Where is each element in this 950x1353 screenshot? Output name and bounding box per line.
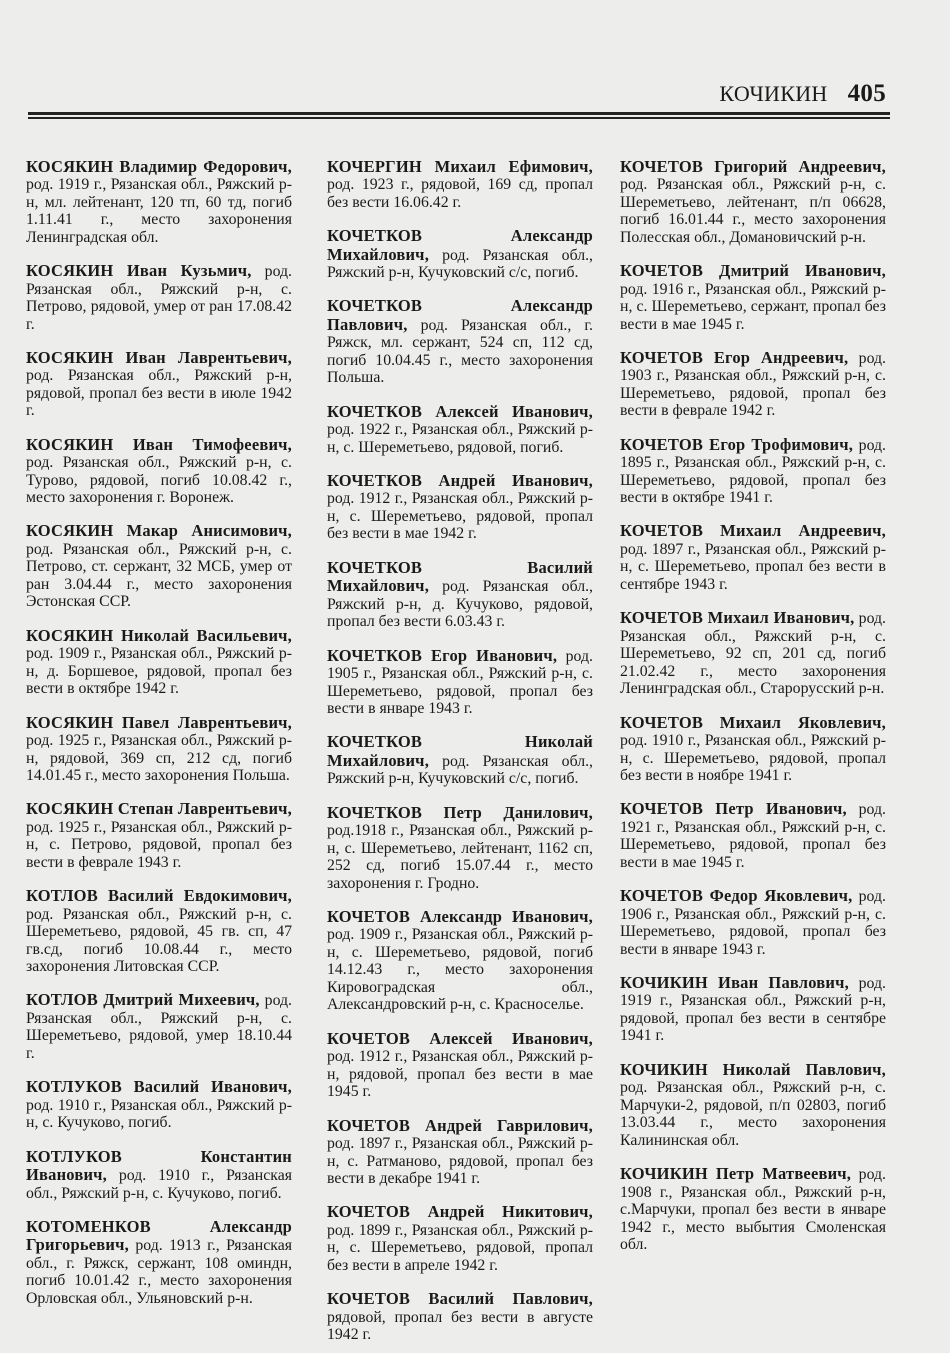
entry-name: КОЧЕТКОВ Егор Иванович,: [327, 645, 558, 665]
register-entry: [26, 436, 292, 507]
entry-text: род. 1908 г., Рязанская обл., Ряжский р-н, с.Марчуки, пропал без вести в январе 1942 г., место выбытия Смоленская обл.: [620, 1166, 887, 1254]
entry-name: КОТЛУКОВ Константин Иванович,: [26, 1146, 292, 1185]
entry-name: КОЧЕТОВ Александр Иванович,: [327, 906, 593, 926]
entry-name: КОЧЕТОВ Андрей Гаврилович,: [327, 1115, 593, 1135]
register-entry: [620, 158, 886, 247]
register-entry: [327, 227, 593, 282]
entry-text: род. 1910 г., Рязанская обл., Ряжский р-н, с. Кучуково, погиб.: [26, 1096, 292, 1132]
entry-name: КОТЛОВ Дмитрий Михеевич,: [26, 990, 260, 1010]
register-entry: [26, 158, 292, 247]
entry-text: род. Рязанская обл., Ряжский р-н, Кучуковский с/с, погиб.: [327, 246, 593, 282]
column-3: [620, 142, 886, 1263]
entry-name: КОТОМЕНКОВ Александр Григорьевич,: [26, 1216, 292, 1255]
register-entry: [620, 262, 886, 333]
entry-name: КОЧЕТКОВ Василий Михайлович,: [327, 557, 593, 596]
register-entry: [26, 800, 292, 871]
register-entry: [26, 349, 292, 420]
register-entry: [327, 647, 593, 718]
register-entry: [327, 1117, 593, 1188]
entry-text: род. Рязанская обл., Ряжский р-н, с. Шереметьево, рядовой, 45 гв. сп, 47 гв.сд, погиб 10.08.44 г., место захоронения Литовская ССР.: [26, 905, 292, 976]
entry-name: КОСЯКИН Иван Тимофеевич,: [26, 434, 292, 454]
entry-name: КОСЯКИН Павел Лаврентьевич,: [26, 712, 292, 732]
entry-name: КОЧИКИН Петр Матвеевич,: [620, 1164, 852, 1184]
entry-name: КОСЯКИН Иван Кузьмич,: [26, 261, 252, 281]
header-rule-thin: [28, 117, 890, 119]
entry-name: КОЧЕТКОВ Петр Данилович,: [327, 802, 593, 822]
entry-text: род. 1897 г., Рязанская обл., Ряжский р-н, с. Ратманово, рядовой, пропал без вести в декабре 1941 г.: [327, 1135, 593, 1188]
entry-text: род.1918 г., Рязанская обл., Ряжский р-н, с. Шереметьево, лейтенант, 1162 сп, 252 сд, погиб 15.07.44 г., место захоронения г. Гродно.: [327, 822, 593, 892]
entry-text: род. 1916 г., Рязанская обл., Ряжский р-н, с. Шереметьево, сержант, пропал без вести в мае 1945 г.: [620, 280, 886, 333]
entry-name: КОСЯКИН Степан Лаврентьевич,: [26, 799, 292, 819]
register-entry: [620, 974, 886, 1045]
entry-name: КОСЯКИН Владимир Федорович,: [26, 156, 292, 176]
entry-name: КОЧЕТОВ Михаил Иванович,: [620, 608, 855, 628]
entry-text: род. 1905 г., Рязанская обл., Ряжский р-н, с. Шереметьево, рядовой, пропал без вести в январе 1943 г.: [327, 647, 593, 718]
register-entry: [26, 522, 292, 611]
entry-text: род. 1921 г., Рязанская обл., Ряжский р-н, с. Шереметьево, рядовой, пропал без вести в мае 1945 г.: [620, 801, 886, 871]
entry-text: род. Рязанская обл., Ряжский р-н, с. Турово, рядовой, погиб 10.08.42 г., место захоронения г. Воронеж.: [26, 454, 292, 507]
entry-name: КОЧЕТОВ Дмитрий Иванович,: [620, 261, 886, 281]
register-entry: [620, 887, 886, 958]
entry-text: род. 1913 г., Рязанская обл., г. Ряжск, сержант, 108 оминдн, погиб 10.01.42 г., место захоронения Орловская обл., Ульяновский р-н.: [26, 1237, 292, 1307]
entry-text: род. 1919 г., Рязанская обл., Ряжский р-н, рядовой, пропал без вести в сентябре 1941 г.: [620, 974, 886, 1045]
entry-name: КОЧЕТОВ Федор Яковлевич,: [620, 886, 853, 906]
entry-name: КОЧЕТОВ Егор Трофимович,: [620, 434, 854, 454]
entry-name: КОЧЕТОВ Алексей Иванович,: [327, 1028, 593, 1048]
register-entry: [620, 800, 886, 871]
register-entry: [327, 1290, 593, 1344]
entry-text: рядовой, пропал без вести в августе 1942 г.: [327, 1308, 593, 1344]
register-entry: [327, 297, 593, 387]
entry-name: КОЧЕРГИН Михаил Ефимович,: [327, 156, 593, 176]
entry-text: род. Рязанская обл., Ряжский р-н, с. Марчуки-2, рядовой, п/п 02803, погиб 13.03.44 г., место захоронения Калининская обл.: [620, 1079, 886, 1149]
register-entry: [26, 627, 292, 698]
header-text: [719, 80, 886, 108]
register-entry: [327, 403, 593, 457]
running-header: [28, 76, 890, 110]
register-entry: [327, 804, 593, 893]
entry-name: КОЧЕТКОВ Александр Михайлович,: [327, 226, 593, 264]
entry-name: КОСЯКИН Иван Лаврентьевич,: [26, 347, 292, 367]
register-entry: [620, 349, 886, 420]
entry-name: КОЧЕТКОВ Александр Павлович,: [327, 296, 593, 334]
column-1: [26, 142, 292, 1316]
register-entry: [327, 733, 593, 788]
register-entry: [620, 609, 886, 698]
register-entry: [26, 714, 292, 785]
entry-text: род. Рязанская обл., Ряжский р-н, с. Шереметьево, рядовой, умер 18.10.44 г.: [26, 992, 292, 1062]
entry-text: род. 1897 г., Рязанская обл., Ряжский р-н, с. Шереметьево, пропал без вести в сентябре 1943 г.: [620, 540, 886, 593]
entry-text: род. 1919 г., Рязанская обл., Ряжский р-н, мл. лейтенант, 120 тп, 60 тд, погиб 1.11.41 г., место захоронения Ленинградская обл.: [26, 176, 292, 246]
register-entry: [620, 522, 886, 593]
entry-name: КОЧЕТОВ Андрей Никитович,: [327, 1202, 593, 1222]
entry-text: род. Рязанская обл., Ряжский р-н, с. Шереметьево, лейтенант, п/п 06628, погиб 16.01.44 г., место захоронения Полесская обл., Домановичский р-н.: [620, 176, 886, 246]
entry-text: род. Рязанская обл., Ряжский р-н, рядовой, пропал без вести в июле 1942 г.: [26, 367, 292, 420]
register-entry: [26, 887, 292, 976]
register-entry: [26, 1078, 292, 1132]
entry-text: род. 1909 г., Рязанская обл., Ряжский р-н, с. Шереметьево, рядовой, погиб 14.12.43 г., место захоронения Кировоградская обл., Александровский р-н, с. Красноселье.: [327, 926, 593, 1014]
register-entry: [327, 472, 593, 543]
entry-name: КОЧЕТОВ Михаил Андреевич,: [620, 521, 886, 541]
entry-text: род. 1899 г., Рязанская обл., Ряжский р-н, с. Шереметьево, рядовой, пропал без вести в апреле 1942 г.: [327, 1221, 593, 1274]
page-number: 405: [847, 80, 886, 107]
entry-text: род. Рязанская обл., г. Ряжск, мл. сержант, 524 сп, 112 сд, погиб 10.04.45 г., место захоронения Польша.: [327, 316, 593, 387]
entry-name: КОЧЕТОВ Егор Андреевич,: [620, 347, 849, 367]
entry-text: род. Рязанская обл., Ряжский р-н, с. Петрово, рядовой, умер от ран 17.08.42 г.: [26, 263, 292, 333]
entry-name: КОСЯКИН Николай Васильевич,: [26, 625, 292, 645]
entry-text: род. 1895 г., Рязанская обл., Ряжский р-н, с. Шереметьево, рядовой, пропал без вести в октябре 1941 г.: [620, 436, 887, 507]
entry-name: КОЧЕТОВ Василий Павлович,: [327, 1289, 593, 1309]
entry-name: КОТЛУКОВ Василий Иванович,: [26, 1077, 292, 1097]
register-entry: [620, 436, 886, 507]
entry-text: род. 1903 г., Рязанская обл., Ряжский р-н, с. Шереметьево, рядовой, пропал без вести в феврале 1942 г.: [620, 349, 887, 420]
register-entry: [327, 908, 593, 1014]
entry-text: род. Рязанская обл., Ряжский р-н, д. Кучуково, рядовой, пропал без вести 6.03.43 г.: [327, 578, 593, 631]
header-word: КОЧИКИН: [719, 81, 828, 106]
entry-text: род. 1906 г., Рязанская обл., Ряжский р-н, с. Шереметьево, рядовой, пропал без вести в январе 1943 г.: [620, 888, 886, 958]
entry-text: род. 1910 г., Рязанская обл., Ряжский р-н, с. Шереметьево, рядовой, пропал без вести в ноябре 1941 г.: [620, 732, 886, 785]
entry-text: род. 1912 г., Рязанская обл., Ряжский р-н, с. Шереметьево, рядовой, пропал без вести в мае 1942 г.: [327, 490, 593, 543]
entry-name: КОЧЕТОВ Григорий Андреевич,: [620, 156, 886, 176]
register-entry: [327, 559, 593, 631]
register-entry: [327, 158, 593, 212]
entry-name: КОЧЕТОВ Петр Иванович,: [620, 799, 847, 819]
entry-text: род. Рязанская обл., Ряжский р-н, Кучуковский с/с, погиб.: [327, 752, 593, 788]
entry-name: КОСЯКИН Макар Анисимович,: [26, 521, 292, 541]
entry-name: КОЧИКИН Николай Павлович,: [620, 1059, 886, 1079]
register-entry: [620, 1165, 886, 1254]
entry-text: род. Рязанская обл., Ряжский р-н, с. Петрово, ст. сержант, 32 МСБ, умер от ран 3.04.44 г., место захоронения Эстонская ССР.: [26, 540, 292, 611]
entry-name: КОЧЕТОВ Михаил Яковлевич,: [620, 712, 886, 732]
entry-text: род. 1910 г., Рязанская обл., Ряжский р-н, с. Кучуково, погиб.: [26, 1167, 292, 1202]
register-entry: [620, 714, 886, 785]
register-entry: [26, 1148, 292, 1203]
entry-text: род. 1925 г., Рязанская обл., Ряжский р-н, с. Петрово, рядовой, пропал без вести в феврале 1943 г.: [26, 818, 292, 871]
entry-name: КОЧЕТКОВ Алексей Иванович,: [327, 401, 593, 421]
entry-text: род. 1909 г., Рязанская обл., Ряжский р-н, д. Боршевое, рядовой, пропал без вести в октябре 1942 г.: [26, 645, 292, 698]
entry-text: род. 1912 г., Рязанская обл., Ряжский р-н, рядовой, пропал без вести в мае 1945 г.: [327, 1048, 593, 1101]
register-entry: [26, 991, 292, 1062]
entry-name: КОЧИКИН Иван Павлович,: [620, 972, 849, 992]
column-2: [327, 142, 593, 1353]
entry-name: КОЧЕТКОВ Николай Михайлович,: [327, 732, 593, 770]
entry-text: род. 1925 г., Рязанская обл., Ряжский р-н, рядовой, 369 сп, 212 сд, погиб 14.01.45 г., место захоронения Польша.: [26, 732, 292, 785]
entry-text: род. 1922 г., Рязанская обл., Ряжский р-н, с. Шереметьево, рядовой, погиб.: [327, 421, 593, 456]
register-entry: [26, 1218, 292, 1308]
register-entry: [327, 1203, 593, 1274]
header-rule-thick: [28, 112, 890, 115]
entry-text: род. Рязанская обл., Ряжский р-н, с. Шереметьево, 92 сп, 201 сд, погиб 21.02.42 г., место захоронения Ленинградская обл., Старорусский р-н.: [620, 610, 887, 698]
entry-name: КОЧЕТКОВ Андрей Иванович,: [327, 470, 593, 490]
register-entry: [620, 1061, 886, 1150]
register-entry: [327, 1030, 593, 1101]
entry-name: КОТЛОВ Василий Евдокимович,: [26, 886, 292, 906]
register-entry: [26, 262, 292, 333]
entry-text: род. 1923 г., рядовой, 169 сд, пропал без вести 16.06.42 г.: [327, 176, 593, 211]
